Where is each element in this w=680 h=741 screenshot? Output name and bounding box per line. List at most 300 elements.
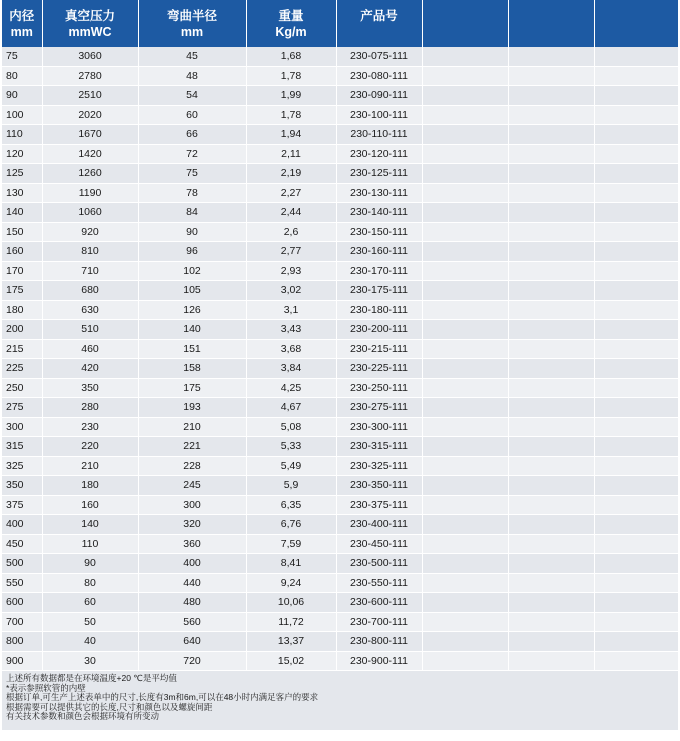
header-vacuum-label: 真空压力 [64, 8, 115, 23]
header-vacuum-unit: mmWC [68, 24, 112, 39]
bend-radius-cell: 45 [138, 47, 246, 66]
product-no-cell: 230-200-111 [336, 320, 422, 340]
inner-diameter-cell: 110 [2, 125, 42, 145]
inner-diameter-cell: 500 [2, 554, 42, 574]
bend-radius-cell: 560 [138, 612, 246, 632]
weight-cell: 6,76 [246, 515, 336, 535]
weight-cell: 4,67 [246, 398, 336, 418]
empty-cell [594, 417, 678, 437]
empty-cell [422, 417, 508, 437]
weight-cell: 1,78 [246, 105, 336, 125]
bend-radius-cell: 440 [138, 573, 246, 593]
empty-cell [508, 242, 594, 262]
empty-cell [422, 339, 508, 359]
weight-cell: 3,68 [246, 339, 336, 359]
empty-cell [594, 183, 678, 203]
table-row [2, 222, 678, 242]
inner-diameter-cell: 125 [2, 164, 42, 184]
footnote: *表示参照软管的内壁 [6, 682, 86, 693]
weight-cell: 2,77 [246, 242, 336, 262]
vacuum-cell: 160 [42, 495, 138, 515]
product-no-cell: 230-275-111 [336, 398, 422, 418]
bend-radius-cell: 72 [138, 144, 246, 164]
inner-diameter-cell: 325 [2, 456, 42, 476]
inner-diameter-cell: 130 [2, 183, 42, 203]
vacuum-cell: 110 [42, 534, 138, 554]
bend-radius-cell: 360 [138, 534, 246, 554]
vacuum-cell: 90 [42, 554, 138, 574]
empty-cell [422, 300, 508, 320]
empty-cell [508, 144, 594, 164]
inner-diameter-cell: 450 [2, 534, 42, 554]
inner-diameter-cell: 75 [2, 47, 42, 66]
footnotes [2, 671, 678, 730]
table-row [2, 456, 678, 476]
empty-cell [422, 86, 508, 106]
header-product-no [336, 0, 422, 47]
inner-diameter-cell: 600 [2, 593, 42, 613]
table-row [2, 515, 678, 535]
empty-cell [508, 476, 594, 496]
bend-radius-cell: 320 [138, 515, 246, 535]
weight-cell: 15,02 [246, 651, 336, 671]
header-empty-2 [508, 0, 594, 47]
product-no-cell: 230-800-111 [336, 632, 422, 652]
weight-cell: 13,37 [246, 632, 336, 652]
product-no-cell: 230-900-111 [336, 651, 422, 671]
empty-cell [594, 86, 678, 106]
empty-cell [508, 398, 594, 418]
vacuum-cell: 350 [42, 378, 138, 398]
weight-cell: 5,9 [246, 476, 336, 496]
empty-cell [422, 105, 508, 125]
empty-cell [594, 242, 678, 262]
inner-diameter-cell: 150 [2, 222, 42, 242]
bend-radius-cell: 210 [138, 417, 246, 437]
footnote: 根据需要可以提供其它的长度,尺寸和颜色以及螺旋间距 [6, 701, 213, 712]
vacuum-cell: 460 [42, 339, 138, 359]
empty-cell [508, 66, 594, 86]
inner-diameter-cell: 900 [2, 651, 42, 671]
empty-cell [422, 612, 508, 632]
product-no-cell: 230-075-111 [336, 47, 422, 66]
empty-cell [594, 495, 678, 515]
header-weight-label: 重量 [278, 8, 304, 23]
empty-cell [422, 437, 508, 457]
vacuum-cell: 30 [42, 651, 138, 671]
vacuum-cell: 40 [42, 632, 138, 652]
weight-cell: 1,94 [246, 125, 336, 145]
vacuum-cell: 230 [42, 417, 138, 437]
table-row [2, 359, 678, 379]
weight-cell: 6,35 [246, 495, 336, 515]
product-no-cell: 230-215-111 [336, 339, 422, 359]
empty-cell [422, 164, 508, 184]
vacuum-cell: 920 [42, 222, 138, 242]
empty-cell [594, 261, 678, 281]
empty-cell [508, 437, 594, 457]
empty-cell [508, 612, 594, 632]
empty-cell [594, 554, 678, 574]
weight-cell: 3,43 [246, 320, 336, 340]
inner-diameter-cell: 160 [2, 242, 42, 262]
header-bend-radius-label: 弯曲半径 [166, 8, 217, 23]
table-row [2, 573, 678, 593]
empty-cell [594, 359, 678, 379]
empty-cell [508, 203, 594, 223]
product-no-cell: 230-160-111 [336, 242, 422, 262]
vacuum-cell: 80 [42, 573, 138, 593]
empty-cell [508, 183, 594, 203]
header-bend-radius-unit: mm [180, 24, 204, 39]
vacuum-cell: 1420 [42, 144, 138, 164]
weight-cell: 2,19 [246, 164, 336, 184]
empty-cell [594, 144, 678, 164]
empty-cell [594, 612, 678, 632]
bend-radius-cell: 84 [138, 203, 246, 223]
empty-cell [508, 320, 594, 340]
bend-radius-cell: 54 [138, 86, 246, 106]
product-no-cell: 230-700-111 [336, 612, 422, 632]
table-row [2, 651, 678, 671]
empty-cell [508, 47, 594, 66]
empty-cell [594, 300, 678, 320]
product-no-cell: 230-300-111 [336, 417, 422, 437]
inner-diameter-cell: 315 [2, 437, 42, 457]
empty-cell [422, 125, 508, 145]
empty-cell [422, 554, 508, 574]
empty-cell [508, 632, 594, 652]
empty-cell [422, 183, 508, 203]
empty-cell [594, 437, 678, 457]
weight-cell: 8,41 [246, 554, 336, 574]
header-inner-diameter-label: 内径 [9, 8, 35, 23]
vacuum-cell: 630 [42, 300, 138, 320]
empty-cell [594, 281, 678, 301]
weight-cell: 1,78 [246, 66, 336, 86]
product-no-cell: 230-500-111 [336, 554, 422, 574]
table-row [2, 320, 678, 340]
empty-cell [508, 534, 594, 554]
table-row [2, 164, 678, 184]
table-row [2, 612, 678, 632]
empty-cell [508, 593, 594, 613]
vacuum-cell: 710 [42, 261, 138, 281]
empty-cell [594, 320, 678, 340]
vacuum-cell: 810 [42, 242, 138, 262]
empty-cell [422, 398, 508, 418]
table-row [2, 300, 678, 320]
empty-cell [594, 105, 678, 125]
bend-radius-cell: 75 [138, 164, 246, 184]
header-inner-diameter [2, 0, 42, 47]
table-row [2, 378, 678, 398]
table-row [2, 105, 678, 125]
empty-cell [508, 417, 594, 437]
vacuum-cell: 210 [42, 456, 138, 476]
weight-cell: 9,24 [246, 573, 336, 593]
weight-cell: 2,44 [246, 203, 336, 223]
empty-cell [422, 320, 508, 340]
product-no-cell: 230-350-111 [336, 476, 422, 496]
inner-diameter-cell: 225 [2, 359, 42, 379]
vacuum-cell: 280 [42, 398, 138, 418]
empty-cell [422, 281, 508, 301]
empty-cell [594, 378, 678, 398]
empty-cell [422, 515, 508, 535]
weight-cell: 3,02 [246, 281, 336, 301]
bend-radius-cell: 66 [138, 125, 246, 145]
product-no-cell: 230-325-111 [336, 456, 422, 476]
inner-diameter-cell: 90 [2, 86, 42, 106]
table-row [2, 398, 678, 418]
inner-diameter-cell: 215 [2, 339, 42, 359]
weight-cell: 5,08 [246, 417, 336, 437]
product-no-cell: 230-375-111 [336, 495, 422, 515]
empty-cell [422, 261, 508, 281]
bend-radius-cell: 102 [138, 261, 246, 281]
footnote: 上述所有数据都是在环境温度+20 ℃是平均值 [6, 673, 177, 683]
product-no-cell: 230-550-111 [336, 573, 422, 593]
empty-cell [422, 242, 508, 262]
product-no-cell: 230-600-111 [336, 593, 422, 613]
inner-diameter-cell: 400 [2, 515, 42, 535]
vacuum-cell: 420 [42, 359, 138, 379]
table-row [2, 86, 678, 106]
product-no-cell: 230-315-111 [336, 437, 422, 457]
weight-cell: 3,1 [246, 300, 336, 320]
table-body [2, 47, 678, 671]
bend-radius-cell: 60 [138, 105, 246, 125]
bend-radius-cell: 228 [138, 456, 246, 476]
empty-cell [422, 534, 508, 554]
empty-cell [508, 105, 594, 125]
vacuum-cell: 1060 [42, 203, 138, 223]
vacuum-cell: 3060 [42, 47, 138, 66]
table-row [2, 593, 678, 613]
inner-diameter-cell: 300 [2, 417, 42, 437]
empty-cell [594, 47, 678, 66]
bend-radius-cell: 105 [138, 281, 246, 301]
table-row [2, 417, 678, 437]
table-row [2, 534, 678, 554]
weight-cell: 5,33 [246, 437, 336, 457]
bend-radius-cell: 96 [138, 242, 246, 262]
product-no-cell: 230-170-111 [336, 261, 422, 281]
bend-radius-cell: 78 [138, 183, 246, 203]
empty-cell [594, 534, 678, 554]
product-no-cell: 230-100-111 [336, 105, 422, 125]
product-no-cell: 230-080-111 [336, 66, 422, 86]
table-row [2, 281, 678, 301]
vacuum-cell: 220 [42, 437, 138, 457]
vacuum-cell: 680 [42, 281, 138, 301]
empty-cell [422, 495, 508, 515]
vacuum-cell: 1670 [42, 125, 138, 145]
weight-cell: 2,11 [246, 144, 336, 164]
header-product-no-label: 产品号 [360, 8, 398, 23]
empty-cell [594, 222, 678, 242]
vacuum-cell: 2780 [42, 66, 138, 86]
table-row [2, 203, 678, 223]
table-row [2, 66, 678, 86]
footnote: 根据订单,可生产上述表单中的尺寸,长度有3m和6m,可以在48小时内满足客户的要求 [6, 692, 319, 703]
empty-cell [508, 378, 594, 398]
table-row [2, 437, 678, 457]
inner-diameter-cell: 200 [2, 320, 42, 340]
inner-diameter-cell: 375 [2, 495, 42, 515]
header-inner-diameter-unit: mm [10, 24, 33, 39]
vacuum-cell: 1190 [42, 183, 138, 203]
empty-cell [594, 593, 678, 613]
empty-cell [594, 632, 678, 652]
header-weight-unit: Kg/m [275, 24, 307, 39]
empty-cell [422, 144, 508, 164]
empty-cell [508, 339, 594, 359]
vacuum-cell: 140 [42, 515, 138, 535]
header-empty-3 [594, 0, 678, 47]
empty-cell [508, 359, 594, 379]
table-row [2, 476, 678, 496]
empty-cell [508, 300, 594, 320]
empty-cell [422, 573, 508, 593]
table-row [2, 495, 678, 515]
weight-cell: 2,27 [246, 183, 336, 203]
empty-cell [422, 378, 508, 398]
vacuum-cell: 180 [42, 476, 138, 496]
inner-diameter-cell: 175 [2, 281, 42, 301]
empty-cell [508, 222, 594, 242]
table-row [2, 339, 678, 359]
empty-cell [422, 632, 508, 652]
empty-cell [594, 125, 678, 145]
product-no-cell: 230-175-111 [336, 281, 422, 301]
empty-cell [508, 554, 594, 574]
weight-cell: 1,68 [246, 47, 336, 66]
table-row [2, 242, 678, 262]
inner-diameter-cell: 250 [2, 378, 42, 398]
empty-cell [594, 573, 678, 593]
footnote: 有关技术参数和颜色会根据环境有所变动 [6, 711, 160, 722]
empty-cell [508, 164, 594, 184]
table-row [2, 144, 678, 164]
bend-radius-cell: 720 [138, 651, 246, 671]
inner-diameter-cell: 800 [2, 632, 42, 652]
bend-radius-cell: 140 [138, 320, 246, 340]
table-row [2, 183, 678, 203]
bend-radius-cell: 221 [138, 437, 246, 457]
empty-cell [594, 515, 678, 535]
bend-radius-cell: 400 [138, 554, 246, 574]
empty-cell [508, 281, 594, 301]
bend-radius-cell: 90 [138, 222, 246, 242]
header-weight [246, 0, 336, 47]
table-row [2, 125, 678, 145]
empty-cell [422, 476, 508, 496]
empty-cell [422, 222, 508, 242]
empty-cell [594, 203, 678, 223]
bend-radius-cell: 245 [138, 476, 246, 496]
product-no-cell: 230-400-111 [336, 515, 422, 535]
product-no-cell: 230-225-111 [336, 359, 422, 379]
product-no-cell: 230-180-111 [336, 300, 422, 320]
empty-cell [508, 86, 594, 106]
empty-cell [594, 456, 678, 476]
weight-cell: 3,84 [246, 359, 336, 379]
empty-cell [508, 495, 594, 515]
vacuum-cell: 1260 [42, 164, 138, 184]
product-no-cell: 230-250-111 [336, 378, 422, 398]
weight-cell: 5,49 [246, 456, 336, 476]
bend-radius-cell: 126 [138, 300, 246, 320]
inner-diameter-cell: 180 [2, 300, 42, 320]
empty-cell [422, 651, 508, 671]
bend-radius-cell: 48 [138, 66, 246, 86]
weight-cell: 2,6 [246, 222, 336, 242]
empty-cell [508, 456, 594, 476]
header-empty-1 [422, 0, 508, 47]
empty-cell [508, 515, 594, 535]
weight-cell: 2,93 [246, 261, 336, 281]
empty-cell [422, 66, 508, 86]
table-row [2, 261, 678, 281]
inner-diameter-cell: 80 [2, 66, 42, 86]
bend-radius-cell: 158 [138, 359, 246, 379]
empty-cell [594, 164, 678, 184]
bend-radius-cell: 175 [138, 378, 246, 398]
vacuum-cell: 2020 [42, 105, 138, 125]
table-row [2, 554, 678, 574]
empty-cell [422, 593, 508, 613]
empty-cell [508, 125, 594, 145]
product-no-cell: 230-120-111 [336, 144, 422, 164]
weight-cell: 10,06 [246, 593, 336, 613]
empty-cell [594, 339, 678, 359]
empty-cell [594, 651, 678, 671]
bend-radius-cell: 151 [138, 339, 246, 359]
vacuum-cell: 2510 [42, 86, 138, 106]
empty-cell [508, 651, 594, 671]
empty-cell [422, 203, 508, 223]
product-no-cell: 230-090-111 [336, 86, 422, 106]
bend-radius-cell: 480 [138, 593, 246, 613]
product-no-cell: 230-130-111 [336, 183, 422, 203]
weight-cell: 11,72 [246, 612, 336, 632]
empty-cell [594, 476, 678, 496]
inner-diameter-cell: 275 [2, 398, 42, 418]
empty-cell [422, 456, 508, 476]
table-row [2, 47, 678, 66]
weight-cell: 7,59 [246, 534, 336, 554]
product-no-cell: 230-110-111 [336, 125, 422, 145]
bend-radius-cell: 300 [138, 495, 246, 515]
product-no-cell: 230-150-111 [336, 222, 422, 242]
spec-sheet [2, 0, 678, 730]
empty-cell [594, 398, 678, 418]
empty-cell [508, 573, 594, 593]
product-no-cell: 230-140-111 [336, 203, 422, 223]
bend-radius-cell: 640 [138, 632, 246, 652]
inner-diameter-cell: 140 [2, 203, 42, 223]
empty-cell [594, 66, 678, 86]
inner-diameter-cell: 350 [2, 476, 42, 496]
inner-diameter-cell: 100 [2, 105, 42, 125]
vacuum-cell: 510 [42, 320, 138, 340]
header-bend-radius [138, 0, 246, 47]
header-vacuum [42, 0, 138, 47]
empty-cell [422, 359, 508, 379]
weight-cell: 4,25 [246, 378, 336, 398]
